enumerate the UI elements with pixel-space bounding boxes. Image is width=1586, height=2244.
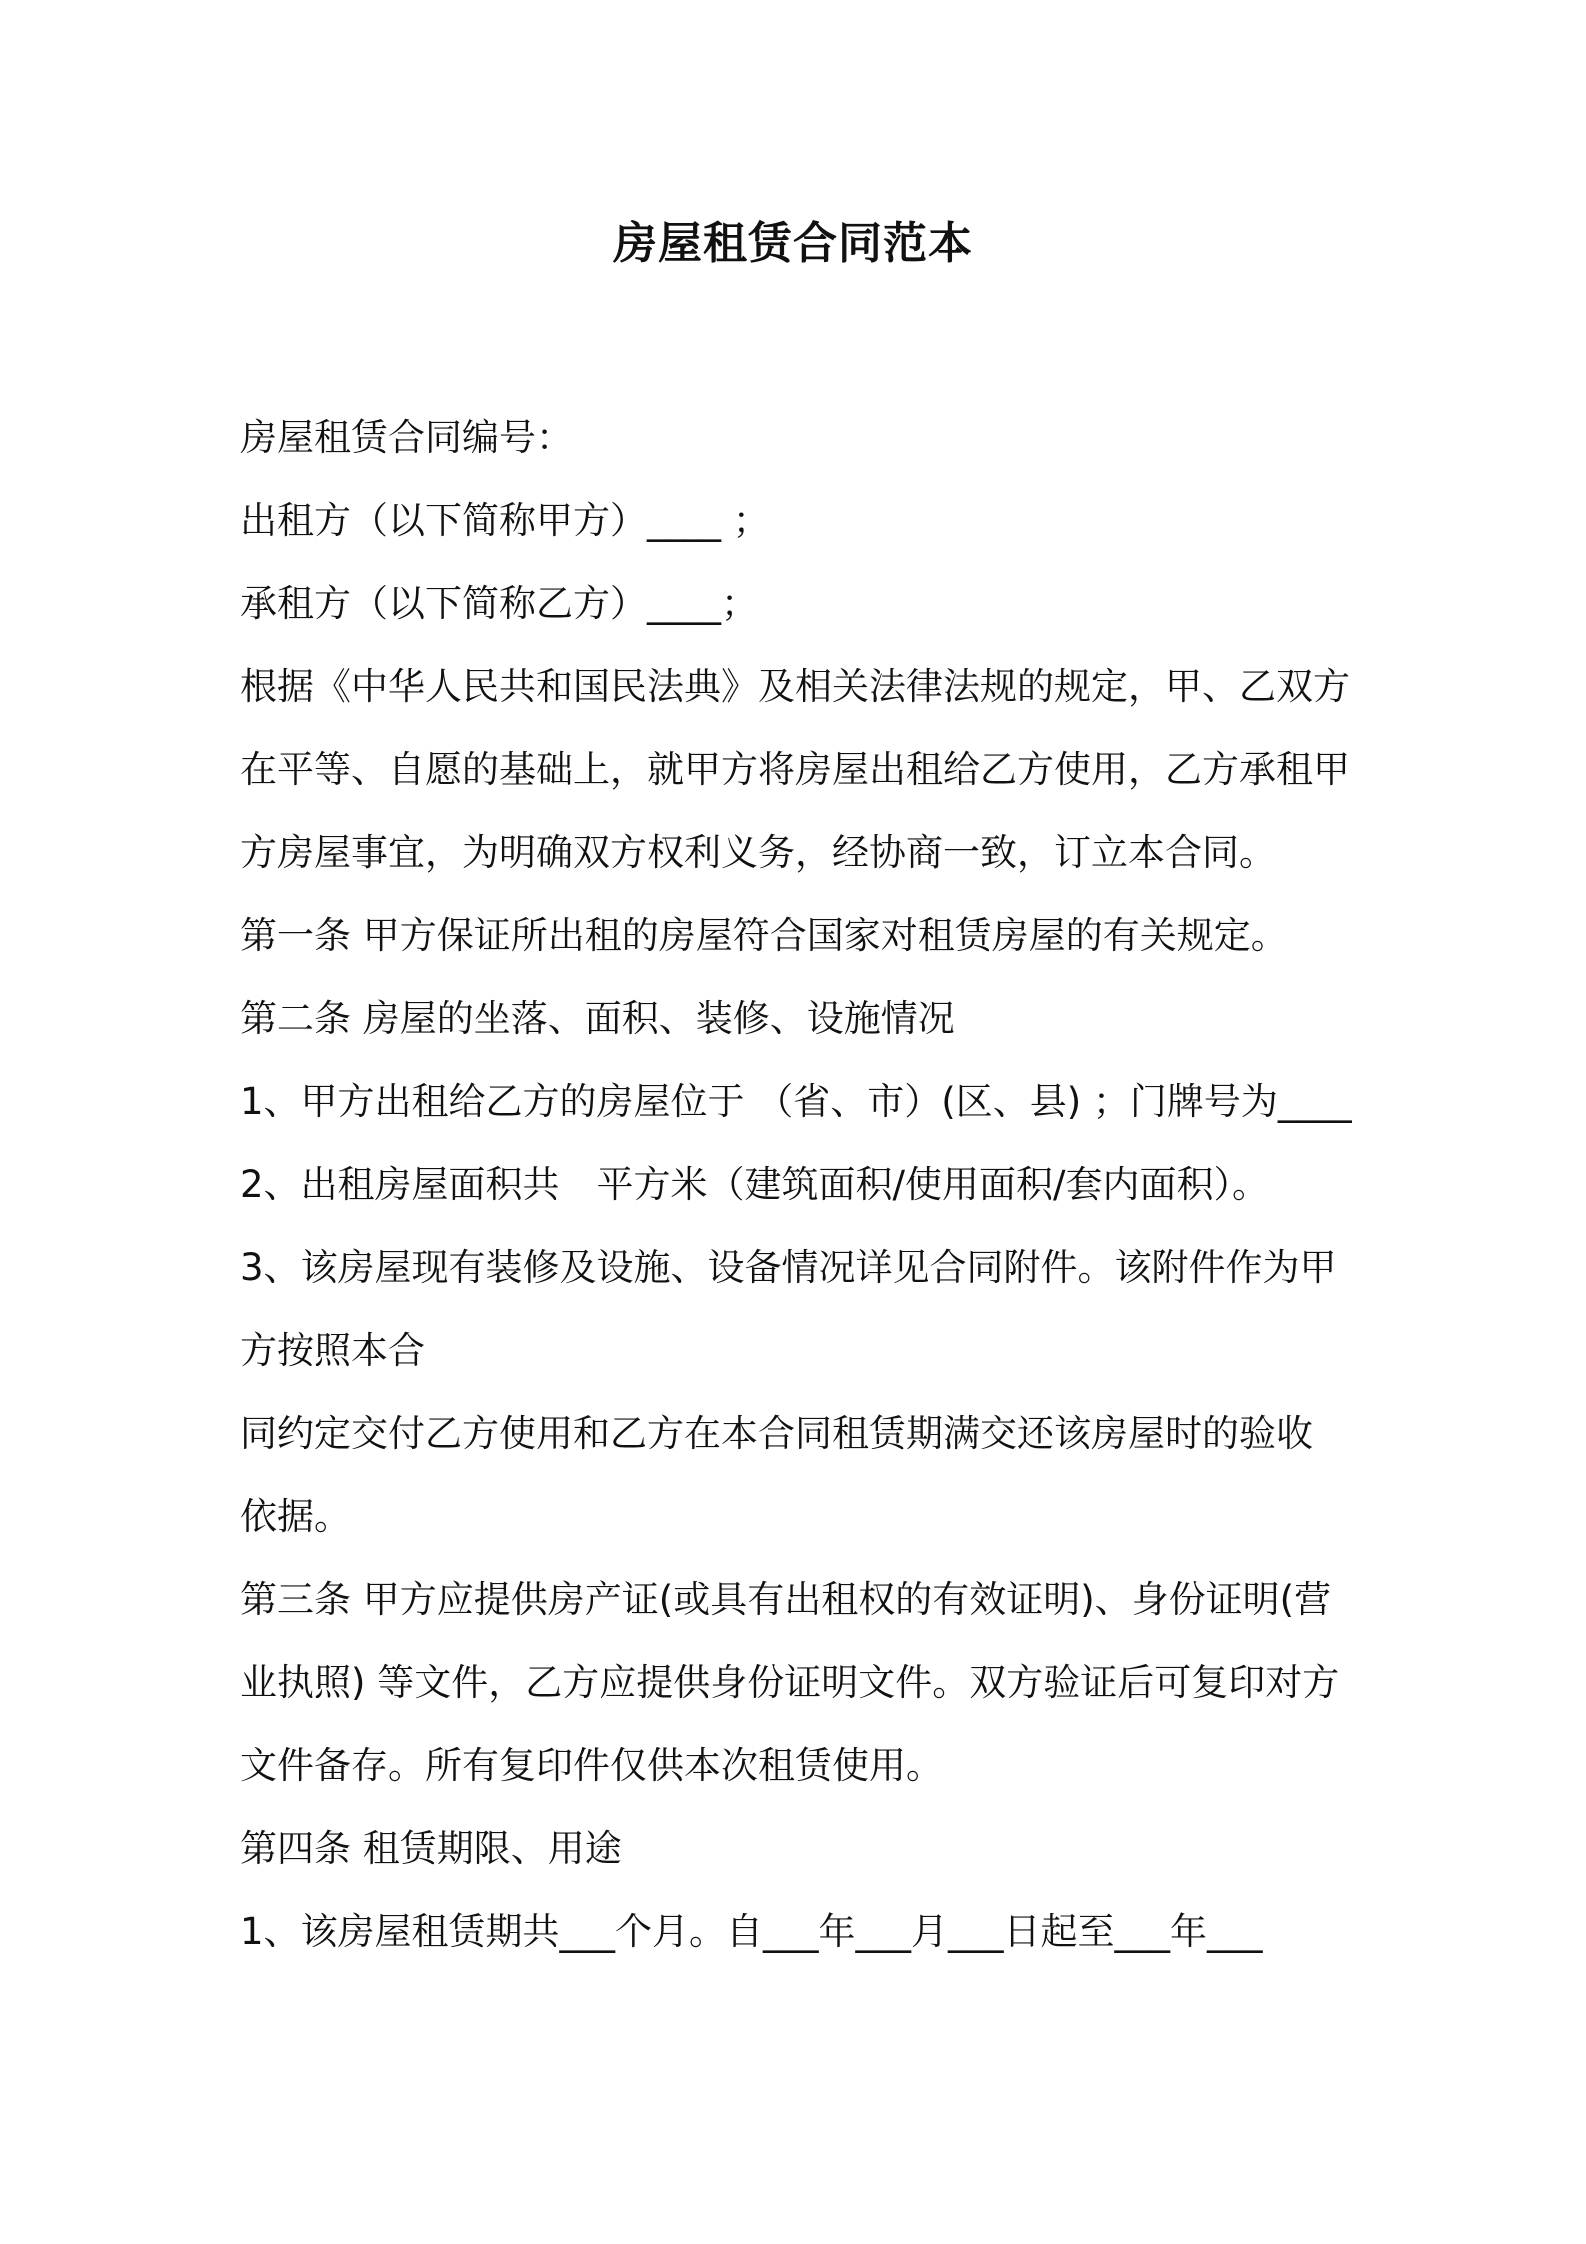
article-three-line: 第三条 甲方应提供房产证(或具有出租权的有效证明)、身份证明(营: [240, 1578, 1332, 1621]
document-title: 房屋租赁合同范本: [613, 218, 973, 269]
preamble-line: 根据《中华人民共和国民法典》及相关法律法规的规定，甲、乙双方: [240, 665, 1350, 708]
document-body: [240, 408, 1352, 1985]
article-one-line: 第一条 甲方保证所出租的房屋符合国家对租赁房屋的有关规定。: [240, 914, 1288, 957]
article-four-heading: 第四条 租赁期限、用途: [240, 1827, 622, 1870]
contract-number-line: 房屋租赁合同编号：: [240, 416, 573, 459]
article-two-item-1: 1、甲方出租给乙方的房屋位于 （省、市）(区、县) ；门牌号为____: [240, 1080, 1352, 1123]
article-two-item-3: 方按照本合: [240, 1329, 425, 1372]
article-two-item-3: 3、该房屋现有装修及设施、设备情况详见合同附件。该附件作为甲: [240, 1246, 1337, 1289]
lessor-line: 出租方（以下简称甲方）____ ；: [240, 499, 770, 542]
preamble-line: 在平等、自愿的基础上，就甲方将房屋出租给乙方使用，乙方承租甲: [240, 748, 1350, 791]
article-two-item-3: 依据。: [240, 1495, 351, 1538]
article-three-line: 业执照) 等文件，乙方应提供身份证明文件。双方验证后可复印对方: [240, 1661, 1340, 1704]
article-two-item-3: 同约定交付乙方使用和乙方在本合同租赁期满交还该房屋时的验收: [240, 1412, 1313, 1455]
article-three-line: 文件备存。所有复印件仅供本次租赁使用。: [240, 1744, 943, 1787]
article-four-item-1: 1、该房屋租赁期共___个月。自___年___月___日起至___年___: [240, 1910, 1263, 1953]
article-two-item-2: 2、出租房屋面积共 平方米（建筑面积/使用面积/套内面积）。: [240, 1163, 1269, 1206]
article-two-heading: 第二条 房屋的坐落、面积、装修、设施情况: [240, 997, 955, 1040]
lessee-line: 承租方（以下简称乙方）____；: [240, 582, 758, 625]
preamble-line: 方房屋事宜，为明确双方权利义务，经协商一致，订立本合同。: [240, 831, 1276, 874]
